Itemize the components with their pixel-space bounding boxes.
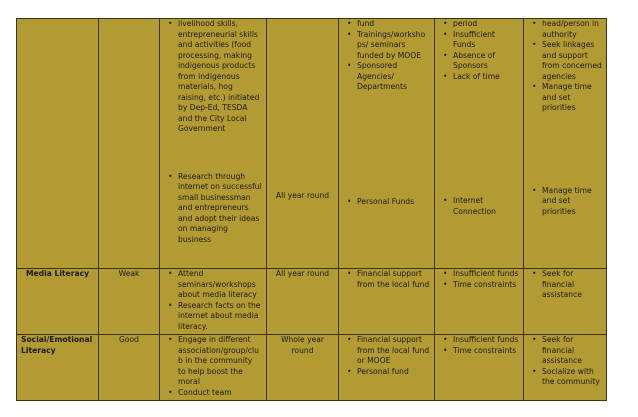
list-item: • period	[453, 19, 519, 30]
list-item: • Conduct team	[178, 388, 262, 399]
list-item: • Socialize with the community	[542, 367, 602, 388]
problems-list	[439, 269, 519, 290]
resources-cell	[339, 269, 435, 335]
list-item: • Personal fund	[357, 367, 430, 378]
solutions-list-top	[528, 19, 602, 114]
activities-list-top	[164, 19, 262, 135]
solutions-cell	[524, 19, 607, 269]
problems-cell	[435, 19, 524, 269]
time-text: All year round	[275, 191, 330, 200]
resources-list	[343, 335, 430, 377]
solutions-cell	[524, 269, 607, 335]
time-cell: All year round	[267, 269, 339, 335]
list-item: • Attend seminars/workshops about media literacy	[178, 269, 262, 301]
area-cell	[17, 19, 99, 269]
time-cell: Whole year round	[267, 335, 339, 401]
list-item: • fund	[357, 19, 430, 30]
list-item: • Internet Connection	[453, 196, 519, 217]
table-row	[17, 19, 607, 269]
level-cell	[99, 19, 160, 269]
list-item: • Sponsored Agencies/ Departments	[357, 61, 430, 93]
problems-list-top	[439, 19, 519, 82]
activities-cell	[160, 269, 267, 335]
list-item: • Research through internet on successful small businessman and entrepreneurs and adopt their ideas on managing business	[178, 172, 262, 246]
list-item: • head/person in authority	[542, 19, 602, 40]
list-item: • Lack of time	[453, 72, 519, 83]
resources-list-bottom	[343, 197, 430, 208]
solutions-list	[528, 335, 602, 388]
time-cell	[267, 19, 339, 269]
activities-cell	[160, 335, 267, 401]
activities-list-bottom	[164, 172, 262, 246]
list-item: • Financial support from the local fund or MOOE	[357, 335, 430, 367]
activities-cell	[160, 19, 267, 269]
solutions-list	[528, 269, 602, 301]
list-item: • Insufficient funds	[453, 269, 519, 280]
resources-cell	[339, 335, 435, 401]
list-item: • Seek linkages and support from concerned agencies	[542, 40, 602, 82]
list-item: • Manage time and set priorities	[542, 82, 602, 114]
solutions-list-bottom	[528, 186, 602, 218]
area-cell: Social/Emotional Literacy	[17, 335, 99, 401]
list-item: • Research facts on the internet about media literacy.	[178, 301, 262, 333]
level-cell: Good	[99, 335, 160, 401]
area-cell: Media Literacy	[17, 269, 99, 335]
list-item: • Seek for financial assistance	[542, 335, 602, 367]
list-item: • Absence of Sponsors	[453, 51, 519, 72]
resources-list-top	[343, 19, 430, 93]
list-item: • Time constraints	[453, 346, 519, 357]
list-item: • livelihood skills, entrepreneurial skills and activities (food processing, making indigenous products from indigenous materials, hog raising, etc.) initiated by Dep-Ed, TESDA and the City Local Government	[178, 19, 262, 135]
list-item: • Manage time and set priorities	[542, 186, 602, 218]
list-item: • Financial support from the local fund	[357, 269, 430, 290]
list-item: • Insufficient Funds	[453, 30, 519, 51]
list-item: • Engage in different association/group/clu b in the community to help boost the moral	[178, 335, 262, 388]
table-row	[17, 335, 607, 401]
problems-cell	[435, 269, 524, 335]
level-cell: Weak	[99, 269, 160, 335]
resources-list	[343, 269, 430, 290]
problems-list	[439, 335, 519, 356]
activities-list	[164, 335, 262, 398]
list-item: • Personal Funds	[357, 197, 430, 208]
table-row	[17, 269, 607, 335]
resources-cell	[339, 19, 435, 269]
solutions-cell	[524, 335, 607, 401]
list-item: • Insufficient funds	[453, 335, 519, 346]
list-item: • Time constraints	[453, 280, 519, 291]
list-item: • Seek for financial assistance	[542, 269, 602, 301]
action-plan-table	[16, 18, 607, 401]
list-item: • Trainings/worksho ps/ seminars funded by MOOE	[357, 30, 430, 62]
problems-cell	[435, 335, 524, 401]
problems-list-bottom	[439, 196, 519, 217]
activities-list	[164, 269, 262, 332]
